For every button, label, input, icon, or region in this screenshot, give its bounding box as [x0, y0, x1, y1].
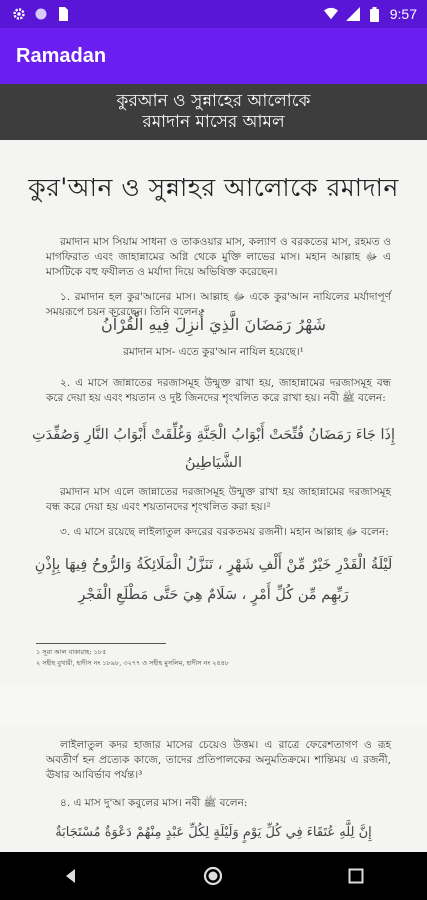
point-1: ১. রমাদান হল কুর'আনের মাস। আল্লাহ ﷻ একে কুর'আন নাযিলের মর্যাদাপূর্ণ সময়রূপে চয়ন করেছেন। তিনি বলেন: — [46, 291, 391, 318]
arabic-hadith-2-line-1: إِذَا جَاءَ رَمَضَانُ فُتِّحَتْ أَبْوَابُ الْجَنَّةِ وَغُلِّقَتْ أَبْوَابُ النَّارِ وَصُفِّدَتِ — [31, 427, 396, 443]
app-title: Ramadan — [16, 44, 107, 67]
translation-2: রমাদান মাস এলে জান্নাতের দরজাসমূহ উন্মুক্ত রাখা হয় জাহান্নামের দরজাসমূহ বন্ধ করে দেয়া হয় এবং শয়তানদের শৃংখলিত করা হয়।² — [46, 486, 391, 513]
arabic-verse-1: شَهْرُ رَمَضَانَ الَّذِيَ أُنزِلَ فِيهِ الْقُرْآنُ — [101, 315, 326, 334]
circle-icon — [34, 7, 48, 21]
footnote-2: ২ সহীহ বুখারী, হাদীস নং ১৮৯৮, ৩২৭৭ ও সহীহ মুসলিম, হাদীস নং ২৫৪৮ — [36, 659, 230, 667]
status-bar — [0, 0, 427, 28]
document-header-line-2: রমাদান মাসের আমল — [142, 112, 285, 132]
footnote-1: ১ সূরা আল বাকারাহ: ১৮৫ — [36, 648, 107, 656]
document-header-line-1: কুরআন ও সুন্নাহের আলোকে — [116, 91, 311, 111]
page-view[interactable] — [0, 140, 427, 852]
recents-icon[interactable] — [326, 852, 386, 900]
arabic-hadith-4: إِنَّ لِلَّهِ عُتَقَاءَ فِي كُلِّ يَوْمٍ وَلَيْلَةٍ لِكُلِّ عَبْدٍ مِنْهُمْ دَعْوَةٌ مُسْتَجَابَةٌ — [55, 825, 372, 840]
translation-1: রমাদান মাস- এতে কুর'আন নাযিল হয়েছে।¹ — [123, 346, 304, 358]
battery-icon — [368, 7, 382, 21]
page-break — [0, 685, 427, 725]
arabic-hadith-2-line-2: الشَّيَاطِينُ — [184, 455, 243, 471]
document-header — [0, 84, 427, 140]
clock: 9:57 — [389, 6, 417, 22]
arabic-verse-3-line-1: لَيْلَةُ الْقَدْرِ خَيْرٌ مِّنْ أَلْفِ شَهْرٍ ، تَنَزَّلُ الْمَلَائِكَةُ وَالرُّوحُ فِيهَا بِإِذْنِ — [34, 557, 393, 573]
point-3: ৩. এ মাসে রয়েছে লাইলাতুল কদরের বরকতময় রজনী। মহান আল্লাহ ﷻ বলেন: — [60, 526, 389, 538]
gear-icon — [12, 7, 26, 21]
footnote-divider — [36, 643, 166, 644]
app-bar — [0, 28, 427, 84]
point-4: ৪. এ মাস দু'আ কবুলের মাস। নবী ﷺ বলেন: — [60, 797, 248, 809]
page-2-paragraph: লাইলাতুল কদর হাজার মাসের চেয়েও উত্তম। এ রাত্রে ফেরেশতাগণ ও রূহ অবতীর্ণ হন প্রত্যেক কাজে, তাদের প্রতিপালকের অনুমতিক্রমে। শান্তিময় এ রজনী, ঊষার আবির্ভাব পর্যন্ত।³ — [46, 739, 391, 781]
intro-paragraph: রমাদান মাস সিয়াম সাধনা ও তাকওয়ার মাস, কল্যাণ ও বরকতের মাস, রহমত ও মাগফিরাত এবং জাহান্নামের অগ্নি থেকে মুক্তি লাভের মাস। মহান আল্লাহ ﷻ এ মাসটিকে বহু ফযীলত ও মর্যাদা দিয়ে অভিষিক্ত করেছেন। — [46, 236, 391, 278]
sim-card-icon — [56, 7, 70, 21]
navigation-bar — [0, 852, 427, 900]
wifi-icon — [324, 7, 338, 21]
arabic-verse-3-line-2: رَبِّهِم مِّن كُلِّ أَمْرٍ ، سَلَامٌ هِيَ حَتَّى مَطْلَعِ الْفَجْرِ — [78, 587, 349, 603]
home-icon[interactable] — [183, 852, 243, 900]
point-2: ২. এ মাসে জান্নাতের দরজাসমূহ উন্মুক্ত রাখা হয়, জাহান্নামের দরজাসমূহ বন্ধ করে দেয়া হয় এবং শয়তান ও দুষ্ট জিনদের শৃংখলিত করে রাখা হয়। নবী ﷺ বলেন: — [46, 377, 391, 404]
back-icon[interactable] — [41, 852, 101, 900]
status-left-icons — [0, 7, 70, 21]
signal-icon — [346, 7, 360, 21]
page-title: কুর'আন ও সুন্নাহর আলোকে রমাদান — [28, 173, 399, 202]
status-right — [324, 6, 427, 22]
